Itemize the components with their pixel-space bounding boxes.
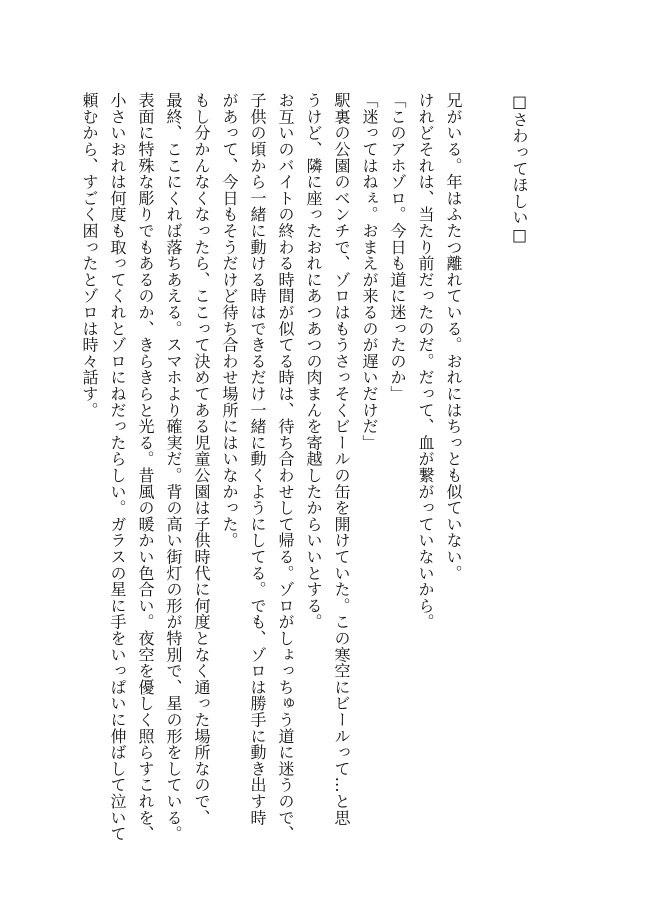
text-line: お互いのバイトの終わる時間が似てる時は、待ち合わせして帰る。ゾロがしょっちゅう道に迷うので、 xyxy=(276,92,295,842)
text-line: 表面に特殊な彫りでもあるのか、きらきらと光る。昔風の暖かい色合い。夜空を優しく照らすこれを、 xyxy=(136,92,155,842)
vertical-text-body xyxy=(73,92,533,842)
text-line: 「迷ってはねぇ。おまえが来るのが遅いだけだ」 xyxy=(360,92,379,451)
text-line: があって、今日もそうだけど待ち合わせ場所にはいなかった。 xyxy=(220,92,239,549)
text-line: 小さいおれは何度も取ってくれとゾロにねだったらしい。ガラスの星に手をいっぱいに伸ばして泣いて xyxy=(108,92,127,842)
text-line: 頼むから、すごく困ったとゾロは時々話す。 xyxy=(80,92,99,418)
text-line: 子供の頃から一緒に動ける時はできるだけ一緒に動くようにしてる。でも、ゾロは勝手に動き出す時 xyxy=(248,92,267,826)
text-line: 「このアホゾロ。今日も道に迷ったのか」 xyxy=(388,92,407,402)
text-line: 駅裏の公園のベンチで、ゾロはもうさっそくビールの缶を開けていた。この寒空にビールって…と思 xyxy=(332,92,351,826)
text-line: けれどそれは、当たり前だったのだ。だって、血が繋がっていないから。 xyxy=(416,92,435,630)
story-title: □さわってほしい□ xyxy=(510,92,529,245)
text-line: 兄がいる。年はふたつ離れている。おれにはちっとも似ていない。 xyxy=(444,92,463,581)
text-line: もし分かんなくなったら、ここって決めてある児童公園は子供時代に何度となく通った場所なので、 xyxy=(192,92,211,826)
text-line: 最終、ここにくれば落ちあえる。スマホより確実だ。背の高い街灯の形が特別で、星の形をしている。 xyxy=(164,92,183,842)
text-line: うけど、隣に座ったおれにあつあつの肉まんを寄越したからいいとする。 xyxy=(304,92,323,630)
